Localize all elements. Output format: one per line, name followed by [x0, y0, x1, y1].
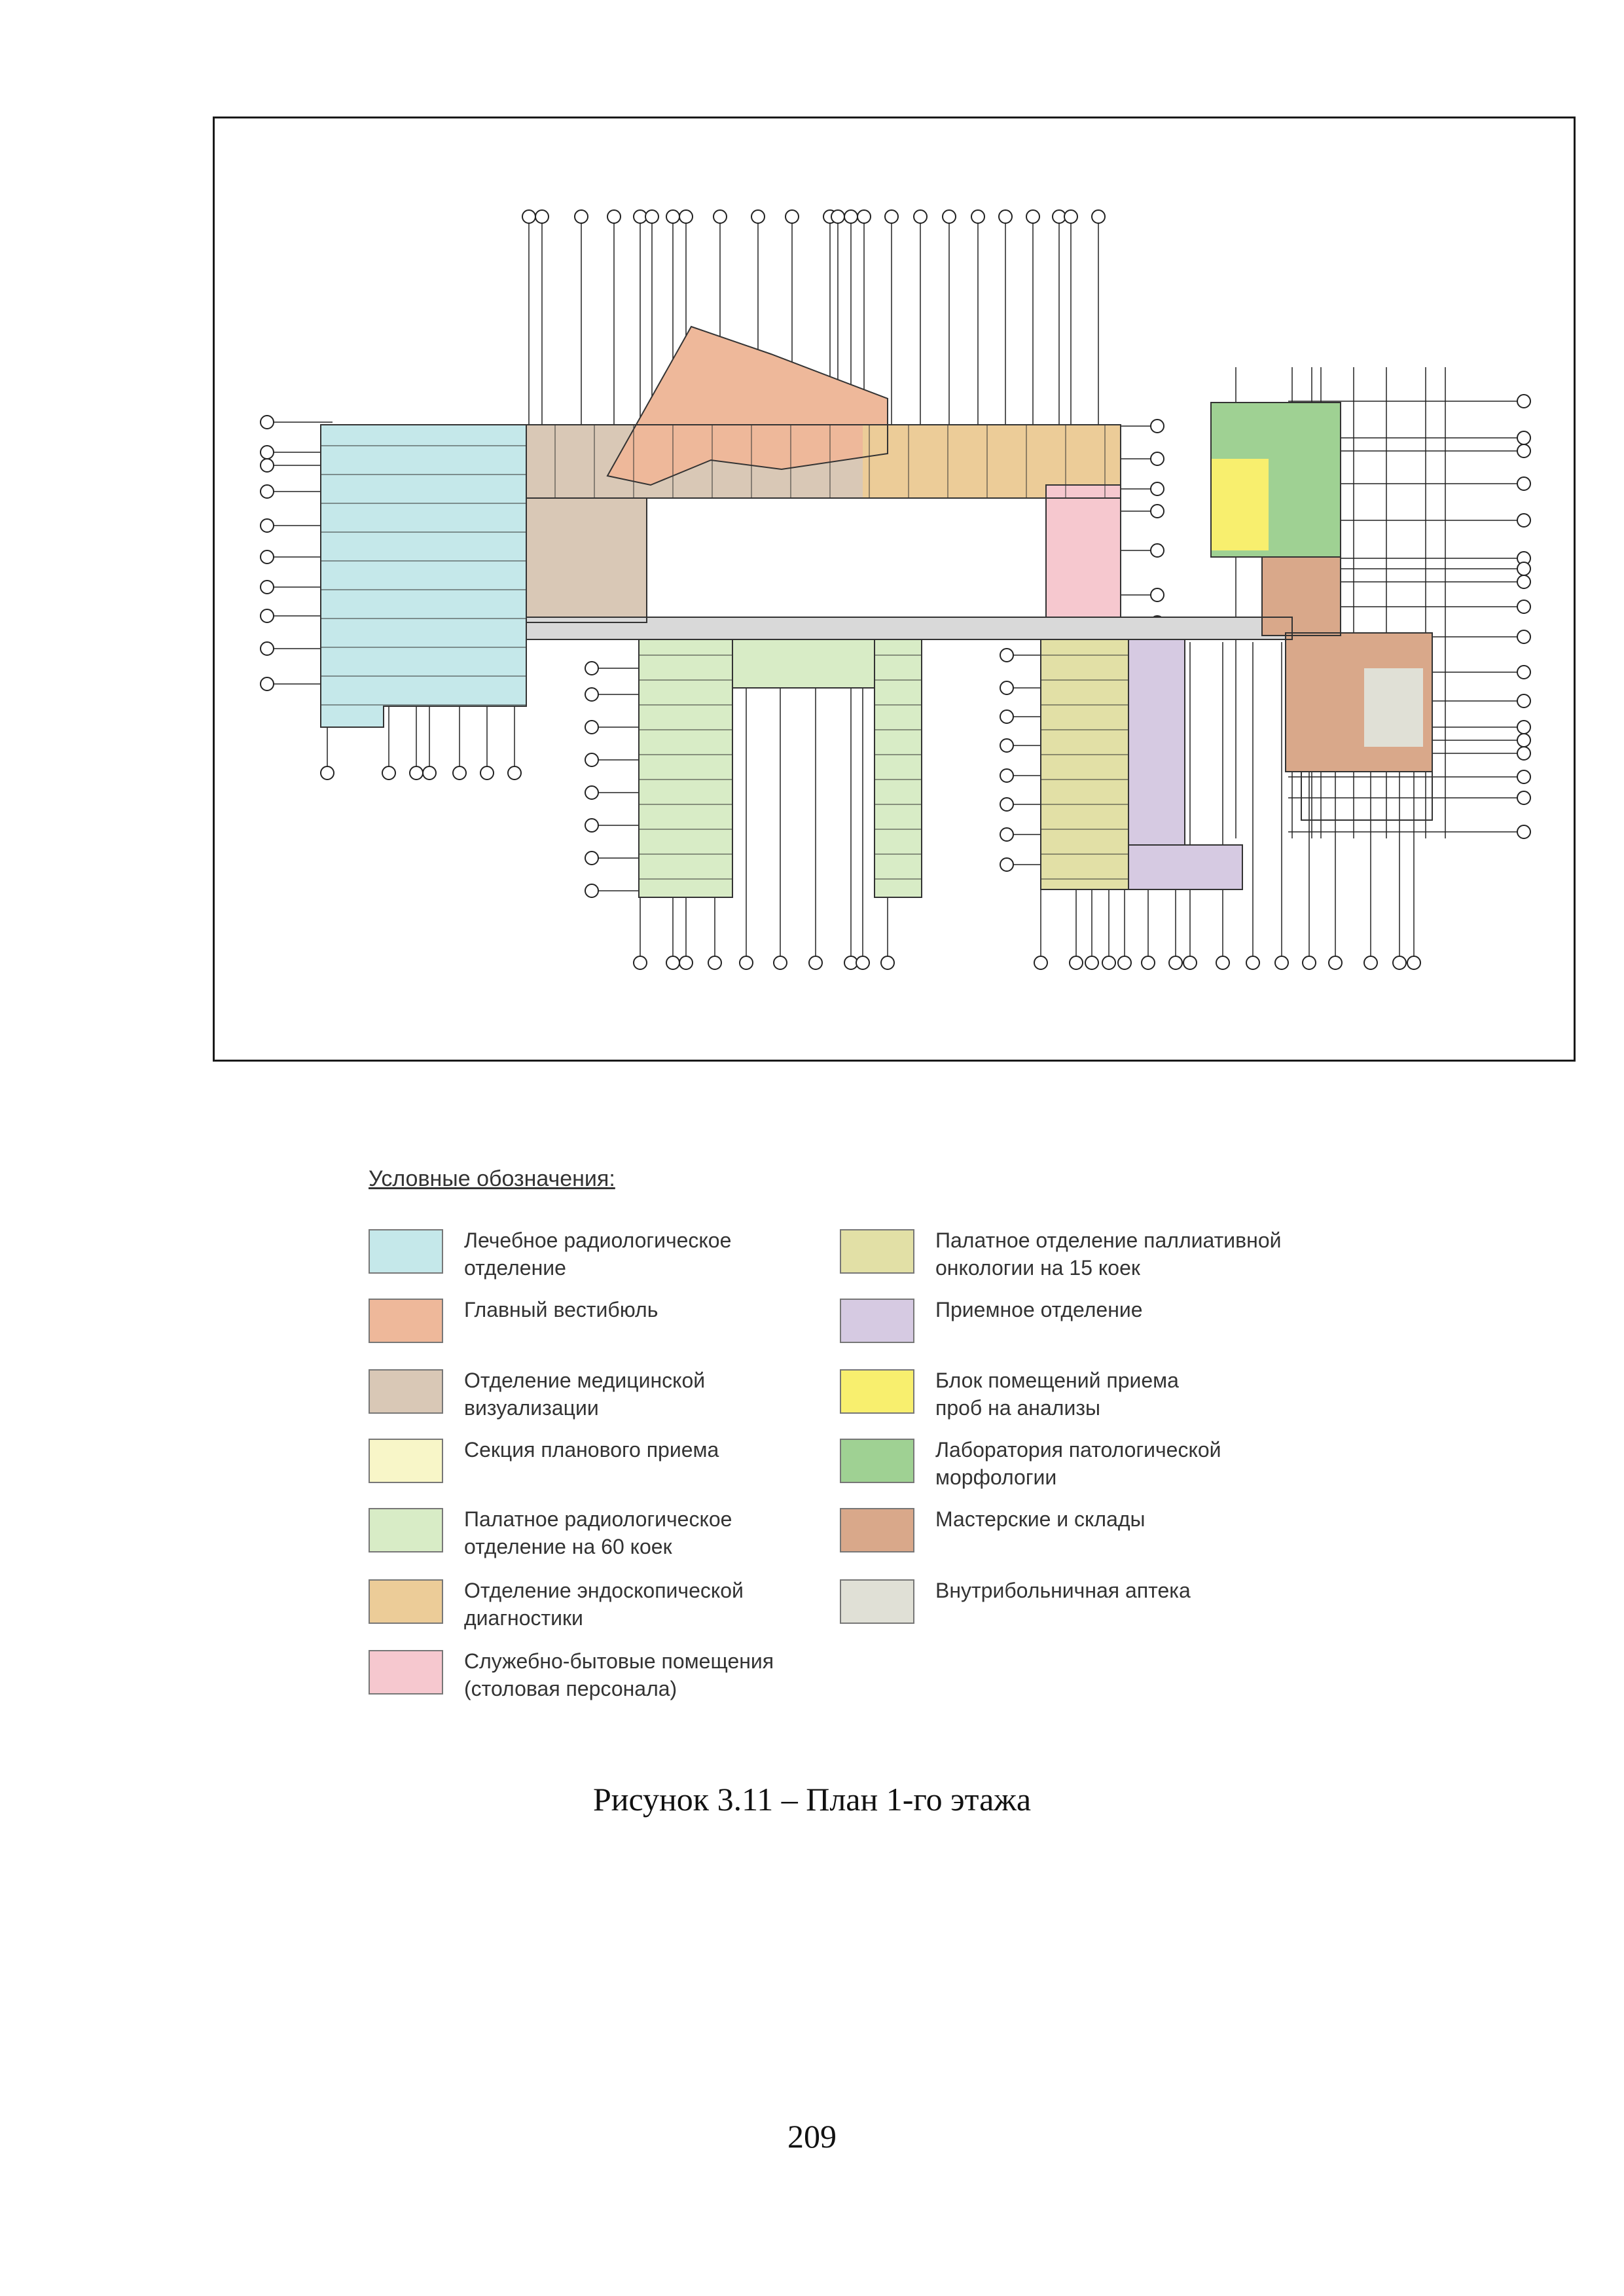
legend-swatch — [840, 1299, 914, 1343]
legend-label: Отделение эндоскопической диагностики — [464, 1579, 744, 1630]
legend-label: Лаборатория патологической морфологии — [935, 1438, 1221, 1489]
page-number: 209 — [787, 2118, 837, 2155]
legend-swatch — [840, 1508, 914, 1552]
legend-item — [840, 1436, 1337, 1491]
legend-label: Мастерские и склады — [935, 1507, 1146, 1531]
zone-radiology-treatment — [321, 425, 526, 727]
legend-swatch — [369, 1579, 443, 1624]
legend-label: Секция планового приема — [464, 1438, 719, 1462]
legend-swatch — [369, 1299, 443, 1343]
zone-sample-reception — [1211, 459, 1269, 550]
legend-item — [840, 1227, 1337, 1282]
legend-swatch — [369, 1650, 443, 1695]
zone-corridor — [526, 617, 1292, 639]
legend-swatch — [369, 1439, 443, 1483]
legend-swatch — [369, 1229, 443, 1274]
legend-item — [369, 1436, 866, 1483]
legend-item — [840, 1296, 1337, 1343]
legend-swatch — [840, 1439, 914, 1483]
legend-item — [369, 1505, 866, 1560]
legend-label: Лечебное радиологическое отделение — [464, 1229, 732, 1280]
legend-item — [369, 1367, 866, 1422]
legend-label: Палатное радиологическое отделение на 60 коек — [464, 1507, 732, 1558]
legend-item — [369, 1227, 866, 1282]
legend-label: Служебно-бытовые помещения (столовая персонала) — [464, 1649, 774, 1700]
legend-item — [840, 1577, 1337, 1624]
legend-item — [369, 1577, 866, 1632]
zone-pharmacy — [1364, 668, 1423, 747]
figure-caption: Рисунок 3.11 – План 1-го этажа — [592, 1781, 1032, 1818]
legend-label: Приемное отделение — [935, 1298, 1143, 1321]
floor-plan-figure — [213, 117, 1576, 1062]
legend-label: Главный вестибюль — [464, 1298, 659, 1321]
legend-label: Внутрибольничная аптека — [935, 1579, 1191, 1602]
legend-swatch — [840, 1229, 914, 1274]
legend-label: Блок помещений приема проб на анализы — [935, 1369, 1179, 1420]
legend-label: Отделение медицинской визуализации — [464, 1369, 706, 1420]
zone-palliative — [1041, 639, 1128, 889]
legend-title: Условные обозначения: — [369, 1166, 615, 1191]
zone-staff-dining — [1046, 485, 1121, 617]
legend-item — [369, 1647, 866, 1702]
legend-swatch — [840, 1579, 914, 1624]
floor-plan-drawing — [215, 118, 1574, 1060]
legend-item — [369, 1296, 866, 1343]
legend-swatch — [840, 1369, 914, 1414]
legend-swatch — [369, 1508, 443, 1552]
legend-label: Палатное отделение паллиативной онкологии на 15 коек — [935, 1229, 1282, 1280]
legend-item — [840, 1505, 1337, 1552]
legend-swatch — [369, 1369, 443, 1414]
legend-item — [840, 1367, 1337, 1422]
